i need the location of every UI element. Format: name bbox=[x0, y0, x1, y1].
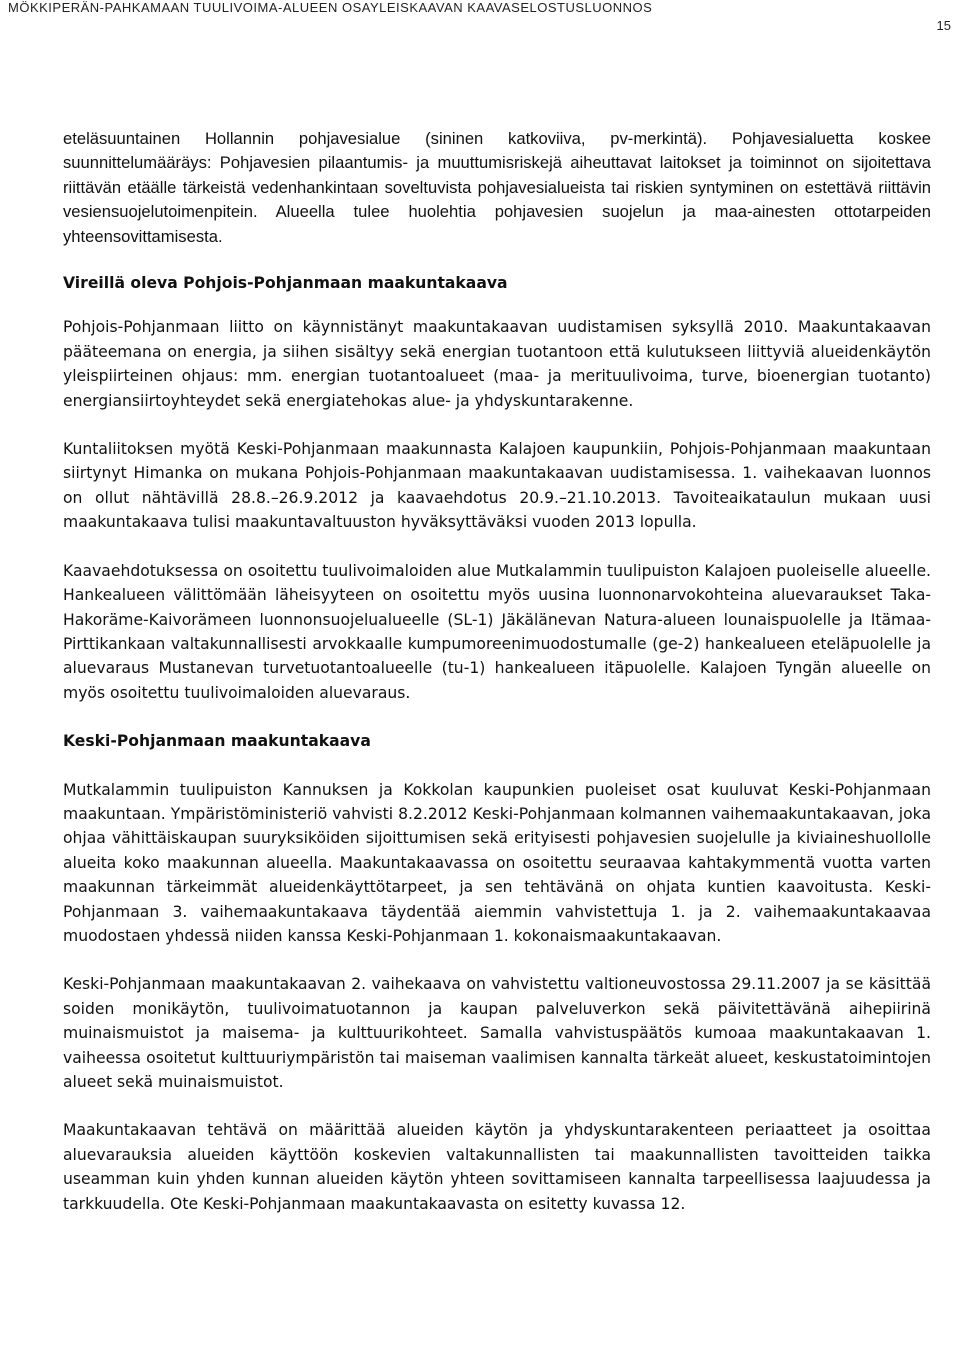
paragraph-second-phase: Keski-Pohjanmaan maakuntakaavan 2. vaihekaava on vahvistettu valtioneuvostossa 29.11.2007 ja se käsittää soiden monikäytön, tuulivoimatuotannon ja kaupan palveluverkon sekä päivitettävänä aihepiirinä muinaismuistot ja maisema- ja kulttuurikohteet. Samalla vahvistuspäätös kumoaa maakuntakaavan 1. vaiheessa osoitetut kulttuuriympäristön tai maiseman vaalimisen kannalta tärkeät alueet, keskustatoimintojen alueet sekä muinaismuistot. bbox=[63, 975, 931, 1091]
paragraph-plan-task: Maakuntakaavan tehtävä on määrittää alueiden käytön ja yhdyskuntarakenteen periaatteet ja osoittaa aluevarauksia alueiden käyttöön koskevien valtakunnallisten tai maakunnallisten tavoitteiden taikka useamman kuin yhden kunnan alueiden käytön yhteen sovittamiseen kannalta tarpeellisessa laajuudessa ja tarkkuudella. Ote Keski-Pohjanmaan maakuntakaavasta on esitetty kuvassa 12. bbox=[63, 1121, 931, 1213]
paragraph-third-phase: Mutkalammin tuulipuiston Kannuksen ja Kokkolan kaupunkien puoleiset osat kuuluvat Keski-Pohjanmaan maakuntaan. Ympäristöministeriö vahvisti 8.2.2012 Keski-Pohjanmaan kolmannen vaihemaakuntakaavan, joka ohjaa vähittäiskaupan suuryksiköiden sijoittumisen sekä erityisesti pohjavesien suojelulle ja kiviaineshuollolle alueita koko maakunnan alueella. Maakuntakaavassa on osoitettu seuraavaa kahtakymmentä vuotta varten maakunnan tärkeimmät alueidenkäyttötarpeet, ja sen tehtävänä on ohjata kuntien kaavoitusta. Keski-Pohjanmaan 3. vaihemaakuntakaava täydentää aiemmin vahvistettuja 1. ja 2. vaihemaakuntakaavaa muodostaen yhdessä niiden kanssa Keski-Pohjanmaan 1. kokonaismaakuntakaavan. bbox=[63, 780, 931, 945]
paragraph-proposal: Kaavaehdotuksessa on osoitettu tuulivoimaloiden alue Mutkalammin tuulipuiston Kalajoen puoleiselle alueelle. Hankealueen välittömään läheisyyteen on osoitettu myös uusina luonnonarvokohteina aluevaraukset Taka-Hakorämе-Kaivorämeen luonnonsuojelualueelle (SL-1) Jäkälänevan Natura-alueen lounaispuolelle ja Itämaa-Pirttikankaan valtakunnallisesti arvokkaalle kumpumoreenimuodostumalle (ge-2) hankealueen eteläpuolelle ja aluevaraus Mustanevan turvetuotantoalueelle (tu-1) hankealueen itäpuolelle. Kalajoen Tyngän alueelle on myös osoitettu tuulivoimaloiden aluevaraus. bbox=[63, 561, 931, 702]
page-number: 15 bbox=[936, 18, 951, 33]
paragraph-plan-launch: Pohjois-Pohjanmaan liitto on käynnistänyt maakuntakaavan uudistamisen syksyllä 2010. Maakuntakaavan pääteemana on energia, ja siihen sisältyy sekä energian tuotantoon että kulutukseen liittyviä alueidenkäytön yleispiirteinen ohjaus: mm. energian tuotantoalueet (maa- ja merituulivoima, turve, bioenergian tuotanto) energiansiirtoyhteydet sekä energiatehokas alue- ja yhdyskuntarakenne. bbox=[63, 318, 931, 410]
heading-keski-pohjanmaa: Keski-Pohjanmaan maakuntakaava bbox=[63, 732, 371, 751]
document-body bbox=[63, 127, 931, 1216]
heading-pohjois-pohjanmaa: Vireillä oleva Pohjois-Pohjanmaan maakuntakaava bbox=[63, 274, 508, 293]
paragraph-groundwater: eteläsuuntainen Hollannin pohjavesialue (sininen katkoviiva, pv-merkintä). Pohjavesialuetta koskee suunnittelumääräys: Pohjavesien pilaantumis- ja muuttumisriskejä aiheuttavat laitokset ja toiminnot on sijoitettava riittävän etäälle tärkeistä vedenhankintaan soveltuvista pohjavesialueista tai riskien syntyminen on estettävä riittävin vesiensuojelutoimenpitein. Alueella tulee huolehtia pohjavesien suojelun ja maa-ainesten ottotarpeiden yhteensovittamisesta. bbox=[63, 129, 931, 246]
paragraph-himanka: Kuntaliitoksen myötä Keski-Pohjanmaan maakunnasta Kalajoen kaupunkiin, Pohjois-Pohjanmaan maakuntaan siirtynyt Himanka on mukana Pohjois-Pohjanmaan maakuntakaavan uudistamisessa. 1. vaihekaavan luonnos on ollut nähtävillä 28.8.–26.9.2012 ja kaavaehdotus 20.9.–21.10.2013. Tavoiteaikataulun mukaan uusi maakuntakaava tulisi maakuntavaltuuston hyväksyttäväksi vuoden 2013 lopulla. bbox=[63, 440, 931, 532]
running-header: MÖKKIPERÄN-PAHKAMAAN TUULIVOIMA-ALUEEN OSAYLEISKAAVAN KAAVASELOSTUSLUONNOS bbox=[8, 0, 653, 15]
